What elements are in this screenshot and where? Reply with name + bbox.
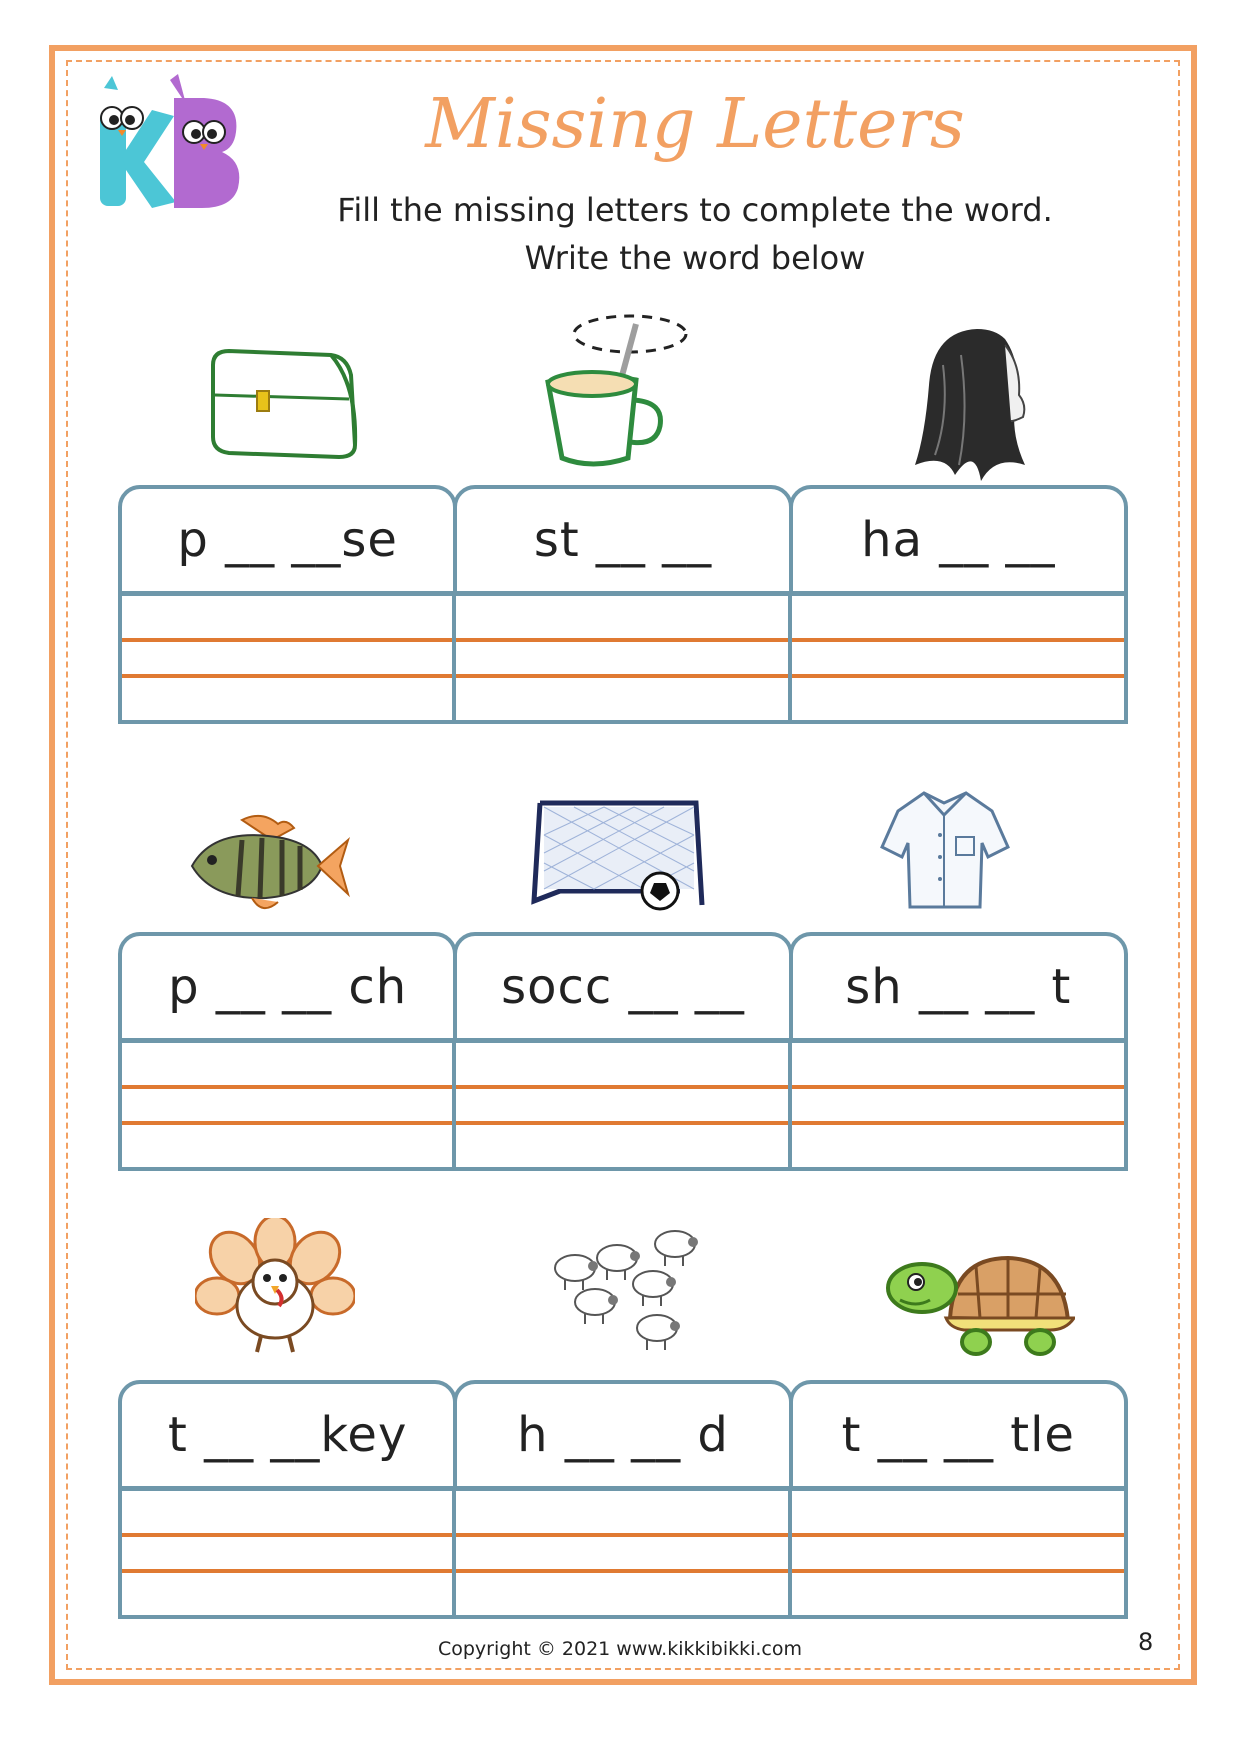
- word-cell: [453, 485, 792, 595]
- fish-icon: [182, 810, 352, 920]
- instructions-line-1: Fill the missing letters to complete the word.: [337, 191, 1053, 229]
- stew-cup-icon: [548, 372, 660, 464]
- word-puzzle: sh __ __ t: [845, 959, 1072, 1015]
- word-puzzle: p __ __se: [177, 512, 398, 568]
- kb-logo: [82, 70, 252, 220]
- word-cell: [118, 932, 457, 1042]
- word-puzzle: h __ __ d: [517, 1407, 729, 1463]
- word-puzzle: t __ __key: [167, 1407, 408, 1463]
- word-cell: [118, 485, 457, 595]
- worksheet-title: Missing Letters: [425, 85, 965, 164]
- sheep-herd-icon: [545, 1228, 710, 1353]
- word-cell: [118, 1380, 457, 1490]
- word-puzzle: t __ __ tle: [841, 1407, 1075, 1463]
- hair-icon: [915, 325, 1050, 485]
- word-cell: [789, 1380, 1128, 1490]
- writing-area-2[interactable]: [118, 1039, 1128, 1171]
- word-cell: [789, 932, 1128, 1042]
- turtle-icon: [880, 1238, 1075, 1358]
- instructions: [300, 186, 1090, 282]
- word-row-1: [118, 485, 1128, 595]
- word-cell: [453, 932, 792, 1042]
- copyright-footer: Copyright © 2021 www.kikkibikki.com: [437, 1638, 803, 1660]
- word-puzzle: ha __ __: [861, 512, 1056, 568]
- instructions-line-2: Write the word below: [524, 239, 866, 277]
- soccer-goal-icon: [530, 795, 710, 915]
- word-puzzle: st __ __: [533, 512, 713, 568]
- writing-area-3[interactable]: [118, 1487, 1128, 1619]
- shirt-icon: [880, 785, 1010, 915]
- purse-icon: [205, 345, 365, 465]
- word-row-3: [118, 1380, 1128, 1490]
- word-row-2: [118, 932, 1128, 1042]
- word-cell: [453, 1380, 792, 1490]
- word-puzzle: p __ __ ch: [168, 959, 408, 1015]
- turkey-icon: [195, 1218, 355, 1358]
- page-number: 8: [1138, 1628, 1154, 1656]
- word-cell: [789, 485, 1128, 595]
- word-puzzle: socc __ __: [501, 959, 745, 1015]
- writing-area-1[interactable]: [118, 592, 1128, 724]
